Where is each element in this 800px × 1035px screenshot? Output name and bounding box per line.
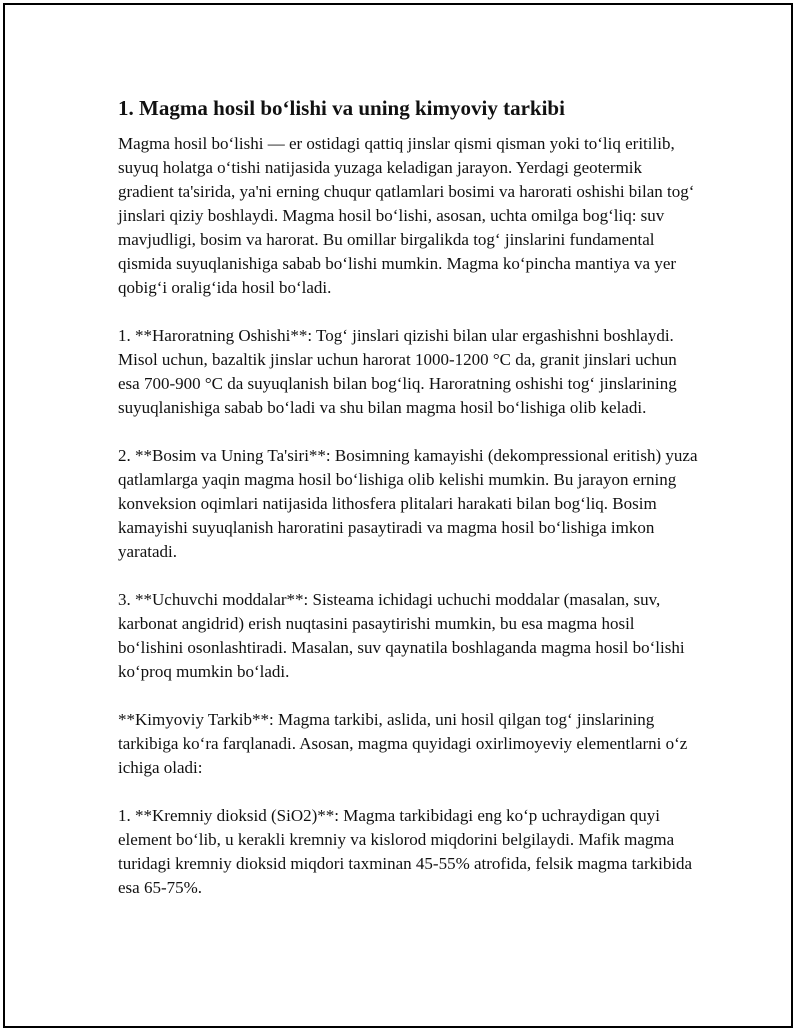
paragraph-silica: 1. **Kremniy dioksid (SiO2)**: Magma tarkibidagi eng ko‘p uchraydigan quyi element bo‘lib, u kerakli kremniy va kislorod miqdorini belgilaydi. Mafik magma turidagi kremniy dioksid miqdori taxminan 45-55% atrofida, felsik magma tarkibida esa 65-75%. — [118, 806, 693, 897]
document-body — [118, 92, 698, 924]
paragraph-pressure: 2. **Bosim va Uning Ta'siri**: Bosimning kamayishi (dekompressional eritish) yuza qatlamlarga yaqin magma hosil bo‘lishiga olib kelishi mumkin. Bu jarayon erning konveksion oqimlari natijasida lithosfera plitalari harakati bilan bog‘liq. Bosim kamayishi suyuqlanish haroratini pasaytiradi va magma hosil bo‘lishiga imkon yaratadi. — [118, 446, 698, 561]
section-heading: 1. Magma hosil bo‘lishi va uning kimyoviy tarkibi — [118, 96, 565, 120]
paragraph-intro: Magma hosil bo‘lishi — er ostidagi qattiq jinslar qismi qisman yoki to‘liq eritilib, suyuq holatga o‘tishi natijasida yuzaga keladigan jarayon. Yerdagi geotermik gradient ta'sirida, ya'ni erning chuqur qatlamlari bosimi va harorati oshishi bilan tog‘ jinslari qiziy boshlaydi. Magma hosil bo‘lishi, asosan, uchta omilga bog‘liq: suv mavjudligi, bosim va harorat. Bu omillar birgalikda tog‘ jinslarini fundamental qismida suyuqlanishiga sabab bo‘lishi mumkin. Magma ko‘pincha mantiya va yer qobig‘i oralig‘ida hosil bo‘ladi. — [118, 134, 695, 297]
paragraph-chemical-composition: **Kimyoviy Tarkib**: Magma tarkibi, aslida, uni hosil qilgan tog‘ jinslarining tarkibiga ko‘ra farqlanadi. Asosan, magma quyidagi oxirlimoyeviy elementlarni o‘z ichiga oladi: — [118, 710, 688, 777]
paragraph-volatiles: 3. **Uchuvchi moddalar**: Sisteama ichidagi uchuchi moddalar (masalan, suv, karbonat angidrid) erish nuqtasini pasaytirishi mumkin, bu esa magma hosil bo‘lishini osonlashtiradi. Masalan, suv qaynatila boshlaganda magma hosil bo‘lishi ko‘proq mumkin bo‘ladi. — [118, 590, 685, 681]
paragraph-temperature: 1. **Haroratning Oshishi**: Tog‘ jinslari qizishi bilan ular ergashishni boshlaydi. Misol uchun, bazaltik jinslar uchun harorat 1000-1200 °C da, granit jinslari uchun esa 700-900 °C da suyuqlanish bilan bog‘liq. Haroratning oshishi tog‘ jinslarining suyuqlanishiga sabab bo‘ladi va shu bilan magma hosil bo‘lishiga olib keladi. — [118, 326, 677, 417]
